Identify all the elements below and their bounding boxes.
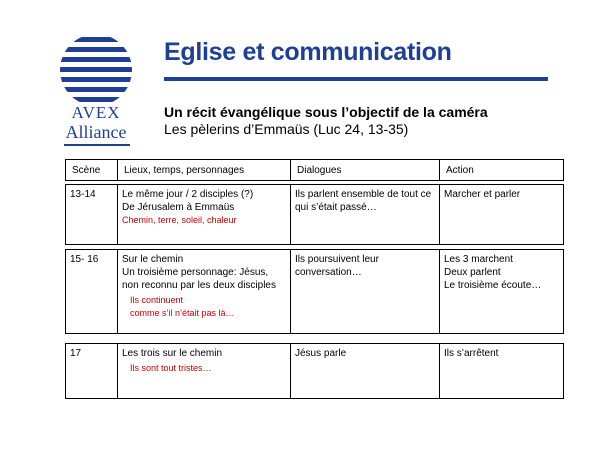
lieux-note: Chemin, terre, soleil, chaleur: [122, 215, 237, 225]
action-line: Deux parlent: [444, 267, 501, 278]
action-line: Ils s’arrêtent: [444, 348, 499, 359]
header-scene: Scène: [66, 160, 118, 181]
table-header-row: [66, 160, 564, 181]
cell-action: [440, 344, 564, 399]
cell-action: [440, 250, 564, 334]
lieux-note: Ils continuent: [130, 295, 184, 305]
action-line: Marcher et parler: [444, 189, 521, 200]
scene-number: 17: [70, 348, 82, 359]
cell-dialogues: [291, 250, 440, 334]
table-row: [65, 343, 564, 399]
cell-lieux: [118, 250, 291, 334]
globe-icon: [60, 34, 132, 106]
lieux-note: Ils sont tout tristes…: [130, 363, 212, 373]
cell-lieux: [118, 344, 291, 399]
page-title: Eglise et communication: [164, 38, 452, 66]
action-line: Le troisième écoute…: [444, 280, 542, 291]
header-lieux: Lieux, temps, personnages: [118, 160, 291, 181]
header-dialogues: Dialogues: [291, 160, 440, 181]
cell-dialogues: [291, 185, 440, 245]
lieux-note: comme s’il n’était pas là…: [130, 308, 235, 318]
cell-action: [440, 185, 564, 245]
cell-scene: [66, 250, 118, 334]
logo-brand-text: AVEX: [71, 103, 121, 122]
dialogue-text: Ils poursuivent leur conversation…: [295, 254, 379, 278]
lieux-line: Les trois sur le chemin: [122, 348, 223, 359]
logo-org-text: Alliance: [65, 122, 127, 142]
cell-scene: [66, 344, 118, 399]
table-header: [65, 159, 564, 181]
dialogue-text: Jésus parle: [295, 348, 347, 359]
avex-alliance-logo: [56, 34, 136, 148]
cell-lieux: [118, 185, 291, 245]
subtitle-line-2: Les pèlerins d’Emmaüs (Luc 24, 13-35): [164, 121, 409, 137]
lieux-line: Sur le chemin: [122, 254, 184, 265]
table-row: [65, 184, 564, 245]
scene-number: 13-14: [70, 189, 96, 200]
subtitle-line-1: Un récit évangélique sous l’objectif de la caméra: [164, 104, 488, 120]
cell-dialogues: [291, 344, 440, 399]
table-row: [65, 249, 564, 334]
title-underline: [164, 77, 548, 81]
cell-scene: [66, 185, 118, 245]
lieux-line: De Jérusalem à Emmaüs: [122, 202, 235, 213]
scene-number: 15- 16: [70, 254, 99, 265]
header-action: Action: [440, 160, 564, 181]
action-line: Les 3 marchent: [444, 254, 513, 265]
lieux-line: Un troisième personnage: Jésus, non reconnu par les deux disciples: [122, 267, 276, 291]
lieux-line: Le même jour / 2 disciples (?): [122, 189, 254, 200]
logo-underline: [64, 144, 130, 146]
dialogue-text: Ils parlent ensemble de tout ce qui s’était passé…: [295, 189, 432, 213]
